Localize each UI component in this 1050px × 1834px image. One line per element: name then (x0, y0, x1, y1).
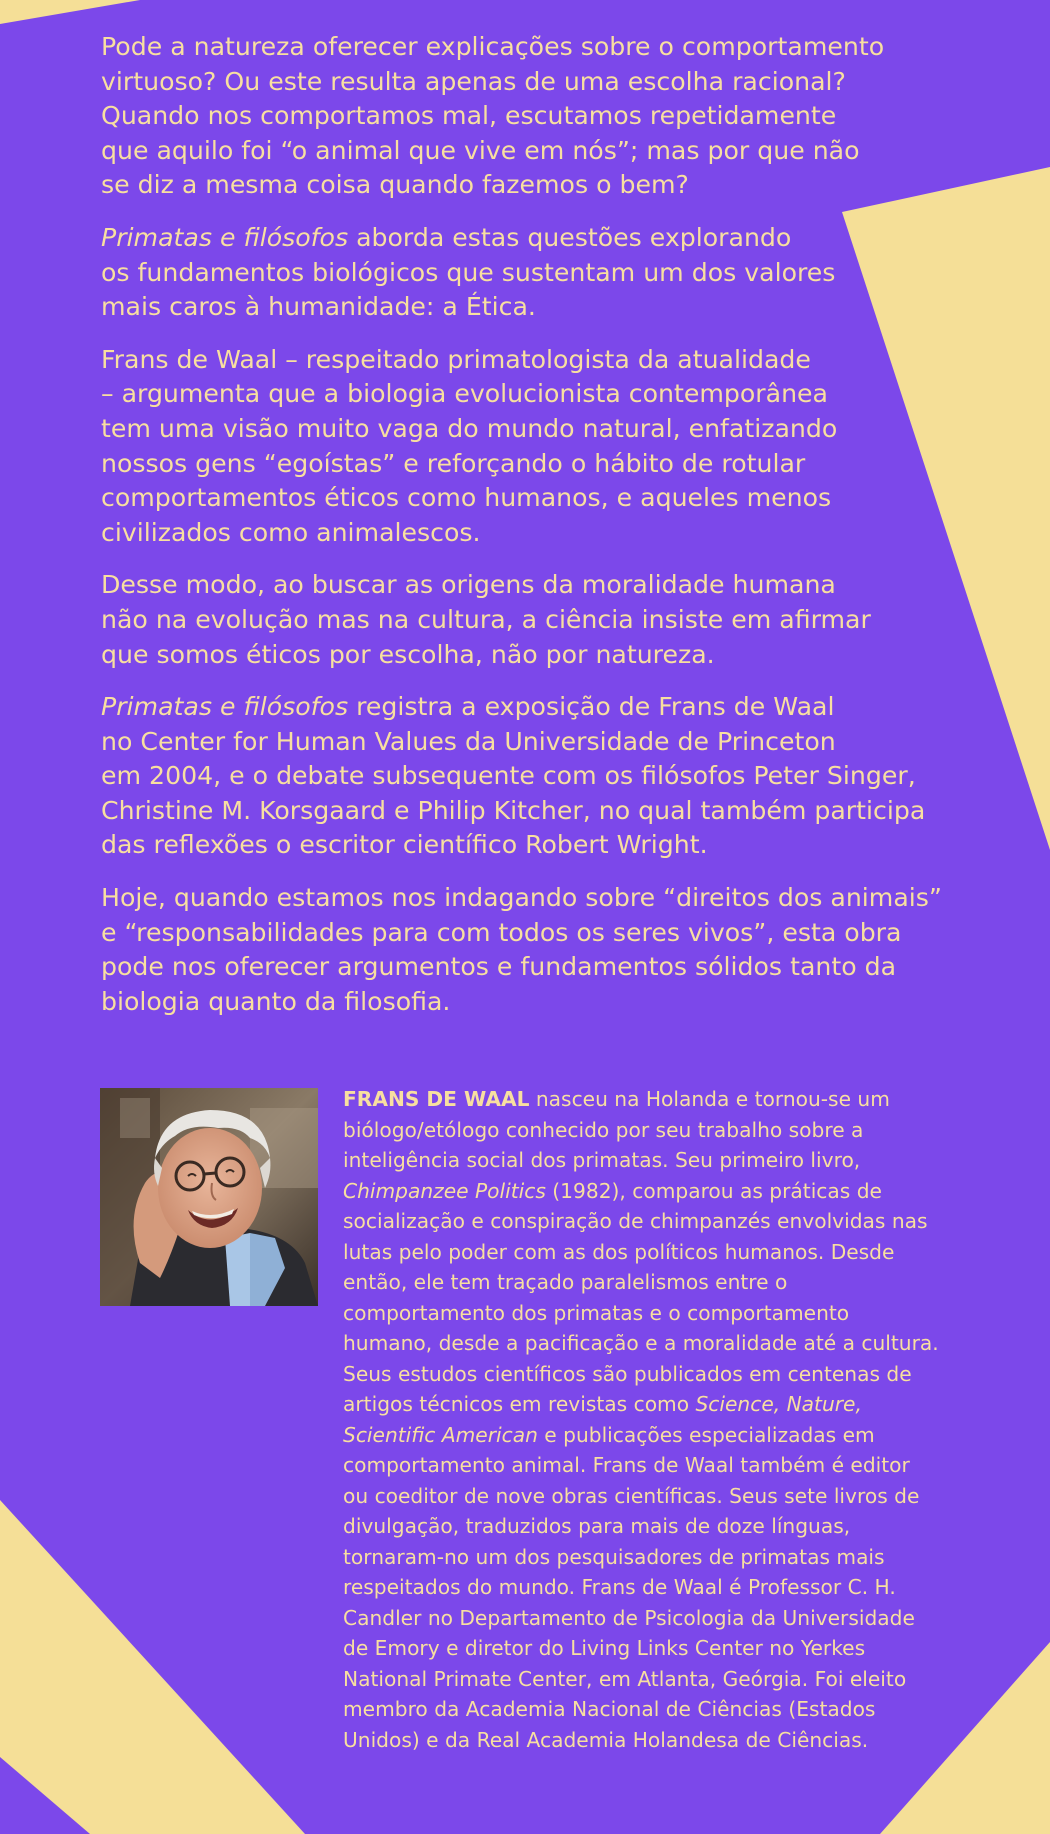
synopsis-paragraph-5 (101, 690, 981, 863)
author-name: FRANS DE WAAL (343, 1087, 530, 1111)
synopsis-paragraph-2 (101, 221, 981, 325)
author-bio (343, 1084, 963, 1755)
synopsis-paragraph-1: Pode a natureza oferecer explicações sobre o comportamento virtuoso? Ou este resulta apenas de uma escolha racional? Quando nos comportamos mal, escutamos repetidamente que aquilo foi “o animal que vive em nós”; mas por que não se diz a mesma coisa quando fazemos o bem? (101, 32, 885, 200)
synopsis (101, 30, 981, 1019)
author-bio-text-3: e publicações especializadas em comportamento animal. Frans de Waal também é editor ou coeditor de nove obras científicas. Seus sete livros de divulgação, traduzidos para mais de doze línguas, tornaram-no um dos pesquisadores de primatas mais respeitados do mundo. Frans de Waal é Professor C. H. Candler no Departamento de Psicologia da Universidade de Emory e diretor do Living Links Center no Yerkes National Primate Center, em Atlanta, Geórgia. Foi eleito membro da Academia Nacional de Ciências (Estados Unidos) e da Real Academia Holandesa de Ciências. (343, 1422, 920, 1752)
author-bio-text-1: nasceu na Holanda e tornou-se um biólogo/etólogo conhecido por seu trabalho sobre a inteligência social dos primatas. Seu primeiro livro, (343, 1087, 890, 1172)
synopsis-paragraph-6: Hoje, quando estamos nos indagando sobre “direitos dos animais” e “responsabilidades para com todos os seres vivos”, esta obra pode nos oferecer argumentos e fundamentos sólidos tanto da biologia quanto da filosofia. (101, 883, 942, 1016)
synopsis-paragraph-2-text: aborda estas questões explorando os fundamentos biológicos que sustentam um dos valores mais caros à humanidade: a Ética. (101, 222, 836, 322)
synopsis-paragraph-4: Desse modo, ao buscar as origens da moralidade humana não na evolução mas na cultura, a ciência insiste em afirmar que somos éticos por escolha, não por natureza. (101, 570, 871, 669)
book-title: Primatas e filósofos (101, 222, 349, 252)
author-photo (100, 1088, 318, 1306)
synopsis-paragraph-5-text: registra a exposição de Frans de Waal no Center for Human Values da Universidade de Princeton em 2004, e o debate subsequente com os filósofos Peter Singer, Christine M. Korsgaard e Philip Kitcher, no qual também participa das reflexões o escritor científico Robert Wright. (101, 692, 926, 860)
author-bio-text-2: (1982), comparou as práticas de socialização e conspiração de chimpanzés envolvidas nas lutas pelo poder com as dos políticos humanos. Desde então, ele tem traçado paralelismos entre o comportamento dos primatas e o comportamento humano, desde a pacificação e a moralidade até a cultura. Seus estudos científicos são publicados em centenas de artigos técnicos em revistas como (343, 1178, 939, 1416)
author-book-title: Chimpanzee Politics (343, 1178, 546, 1203)
book-title: Primatas e filósofos (101, 692, 349, 722)
journal-names: Science, Nature, Scientific American (343, 1392, 862, 1447)
synopsis-paragraph-3: Frans de Waal – respeitado primatologista da atualidade – argumenta que a biologia evolucionista contemporânea tem uma visão muito vaga do mundo natural, enfatizando nossos gens “egoístas” e reforçando o hábito de rotular comportamentos éticos como humanos, e aqueles menos civilizados como animalescos. (101, 344, 838, 547)
author-portrait-illustration (100, 1088, 318, 1306)
